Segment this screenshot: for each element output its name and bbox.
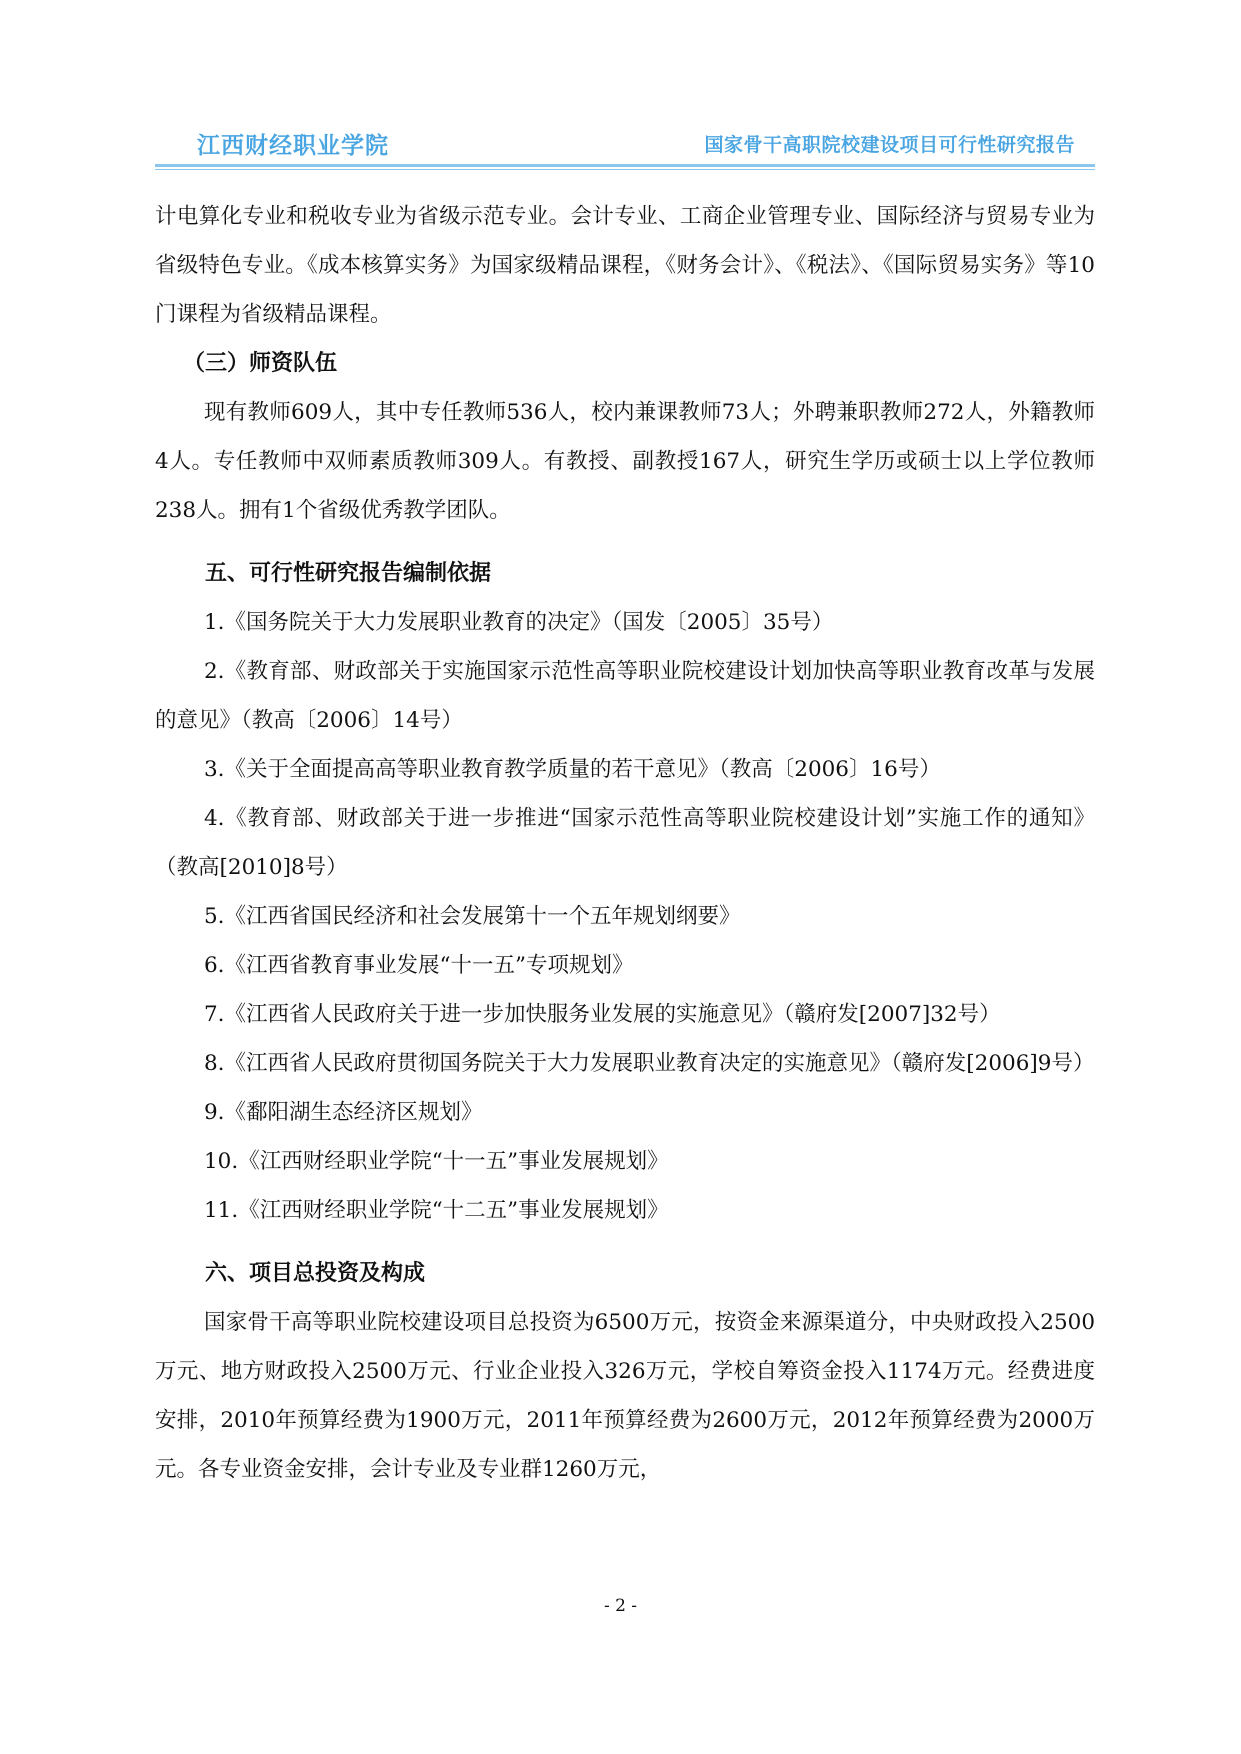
page-body <box>155 192 1095 1494</box>
faculty-heading: （三）师资队伍 <box>183 351 338 376</box>
section-gap <box>155 535 1095 549</box>
section-gap <box>155 1235 1095 1249</box>
list-item: 6.《江西省教育事业发展“十一五”专项规划》 <box>204 953 634 978</box>
list-item: 2.《教育部、财政部关于实施国家示范性高等职业院校建设计划加快高等职业教育改革与发展的意见》（教高〔2006〕14号） <box>155 659 1095 733</box>
page-number: - 2 - <box>603 1596 638 1616</box>
list-item: 5.《江西省国民经济和社会发展第十一个五年规划纲要》 <box>204 904 741 929</box>
header-institution-title: 江西财经职业学院 <box>197 133 389 159</box>
header-rule-thick <box>155 164 1095 167</box>
faculty-paragraph: 现有教师609人，其中专任教师536人，校内兼课教师73人；外聘兼职教师272人，外籍教师4人。专任教师中双师素质教师309人。有教授、副教授167人，研究生学历或硕士以上学位教师238人。拥有1个省级优秀教学团队。 <box>155 400 1095 523</box>
list-item: 8.《江西省人民政府贯彻国务院关于大力发展职业教育决定的实施意见》（赣府发[2006]9号） <box>204 1051 1095 1076</box>
page-header <box>155 125 1095 173</box>
list-item: 3.《关于全面提高高等职业教育教学质量的若干意见》（教高〔2006〕16号） <box>204 757 941 782</box>
header-rule-thin <box>155 169 1095 170</box>
list-item: 1.《国务院关于大力发展职业教育的决定》（国发〔2005〕35号） <box>204 610 834 635</box>
list-item: 9.《鄱阳湖生态经济区规划》 <box>204 1100 483 1125</box>
list-item: 4.《教育部、财政部关于进一步推进“国家示范性高等职业院校建设计划”实施工作的通知》（教高[2010]8号） <box>155 806 1095 880</box>
list-item: 11.《江西财经职业学院“十二五”事业发展规划》 <box>204 1198 669 1223</box>
section5-heading: 五、可行性研究报告编制依据 <box>205 561 492 586</box>
list-item: 7.《江西省人民政府关于进一步加快服务业发展的实施意见》（赣府发[2007]32号） <box>204 1002 1001 1027</box>
list-item: 10.《江西财经职业学院“十一五”事业发展规划》 <box>204 1149 669 1174</box>
intro-paragraph: 计电算化专业和税收专业为省级示范专业。会计专业、工商企业管理专业、国际经济与贸易专业为省级特色专业。《成本核算实务》为国家级精品课程，《财务会计》、《税法》、《国际贸易实务》等10门课程为省级精品课程。 <box>155 204 1095 327</box>
investment-paragraph: 国家骨干高等职业院校建设项目总投资为6500万元，按资金来源渠道分，中央财政投入2500万元、地方财政投入2500万元、行业企业投入326万元，学校自筹资金投入1174万元。经费进度安排，2010年预算经费为1900万元，2011年预算经费为2600万元，2012年预算经费为2000万元。各专业资金安排，会计专业及专业群1260万元， <box>155 1310 1095 1482</box>
section6-heading: 六、项目总投资及构成 <box>205 1261 426 1286</box>
header-report-title: 国家骨干高职院校建设项目可行性研究报告 <box>704 134 1075 156</box>
